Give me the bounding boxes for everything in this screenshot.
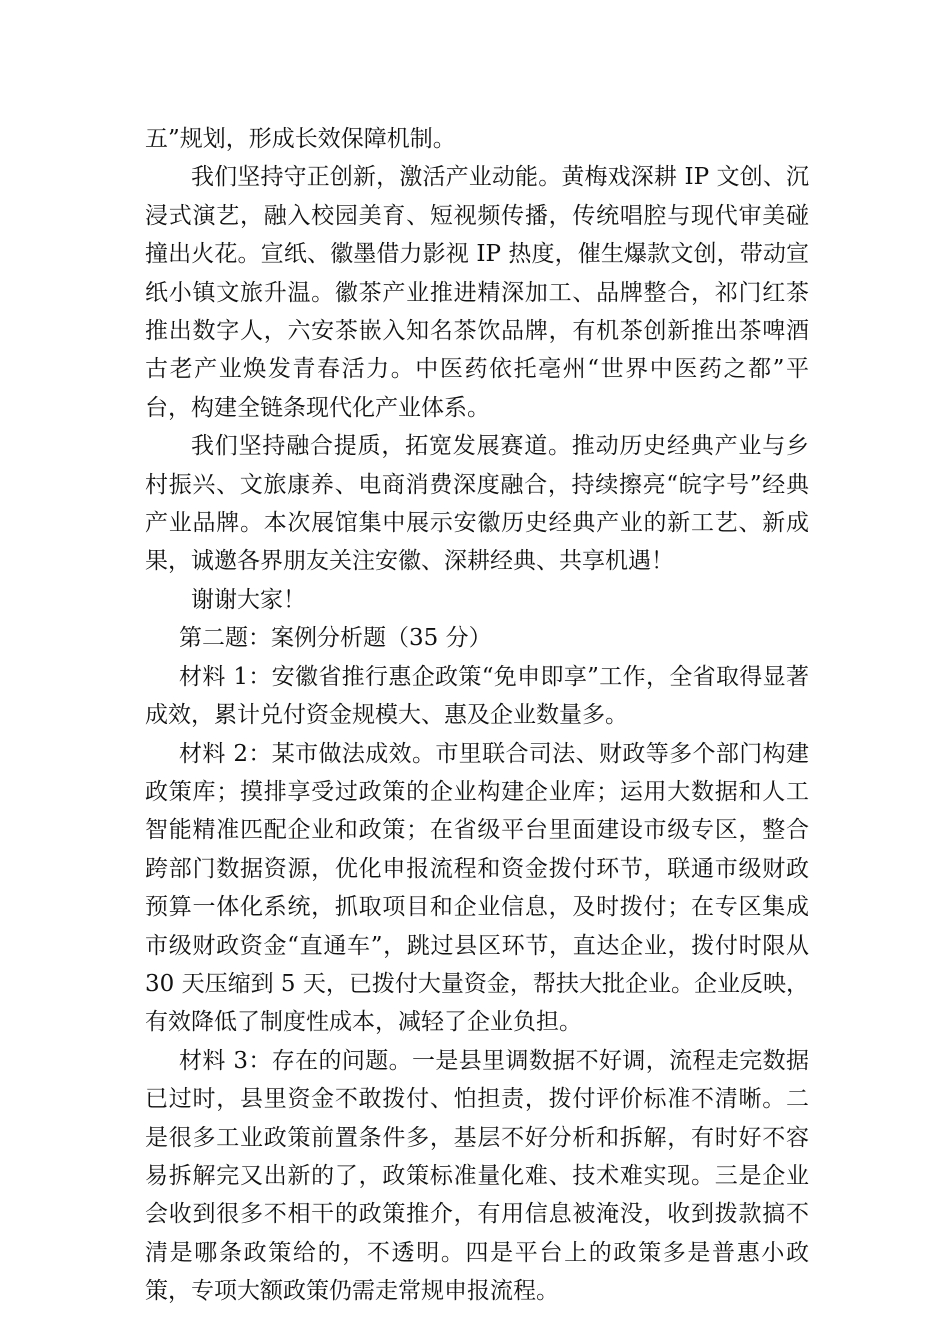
paragraph-material-2: 材料 2：某市做法成效。市里联合司法、财政等多个部门构建政策库；摸排享受过政策的企业构建企业库；运用大数据和人工智能精准匹配企业和政策；在省级平台里面建设市级专区，整合跨部门数据资源，优化申报流程和资金拨付环节，联通市级财政预算一体化系统，抓取项目和企业信息，及时拨付；在专区集成市级财政资金“直通车”，跳过县区环节，直达企业，拨付时限从 30 天压缩到 5 天，已拨付大量资金，帮扶大批企业。企业反映，有效降低了制度性成本，减轻了企业负担。 xyxy=(145,740,809,1036)
paragraph-material-1: 材料 1：安徽省推行惠企政策“免申即享”工作，全省取得显著成效，累计兑付资金规模大、惠及企业数量多。 xyxy=(145,663,809,729)
document-body xyxy=(145,120,809,1311)
section-heading-question-two: 第二题：案例分析题（35 分） xyxy=(179,625,492,652)
paragraph-continuation: 五”规划，形成长效保障机制。 xyxy=(145,126,456,152)
paragraph-material-3: 材料 3：存在的问题。一是县里调数据不好调，流程走完数据已过时，县里资金不敢拨付、怕担责，拨付评价标准不清晰。二是很多工业政策前置条件多，基层不好分析和拆解，有时好不容易拆解完又出新的了，政策标准量化难、技术难实现。三是企业会收到很多不相干的政策推介，有用信息被淹没，收到拨款搞不清是哪条政策给的，不透明。四是平台上的政策多是普惠小政策，专项大额政策仍需走常规申报流程。 xyxy=(145,1047,809,1305)
paragraph-thanks: 谢谢大家！ xyxy=(191,586,306,613)
paragraph-integration: 我们坚持融合提质，拓宽发展赛道。推动历史经典产业与乡村振兴、文旅康养、电商消费深度融合，持续擦亮“皖字号”经典产业品牌。本次展馆集中展示安徽历史经典产业的新工艺、新成果，诚邀各界朋友关注安徽、深耕经典、共享机遇！ xyxy=(145,433,809,575)
paragraph-innovation: 我们坚持守正创新，激活产业动能。黄梅戏深耕 IP 文创、沉浸式演艺，融入校园美育、短视频传播，传统唱腔与现代审美碰撞出火花。宣纸、徽墨借力影视 IP 热度，催生爆款文创，带动宣纸小镇文旅升温。徽茶产业推进精深加工、品牌整合，祁门红茶推出数字人，六安茶嵌入知名茶饮品牌，有机茶创新推出茶啤酒古老产业焕发青春活力。中医药依托亳州“世界中医药之都”平台，构建全链条现代化产业体系。 xyxy=(145,164,809,421)
